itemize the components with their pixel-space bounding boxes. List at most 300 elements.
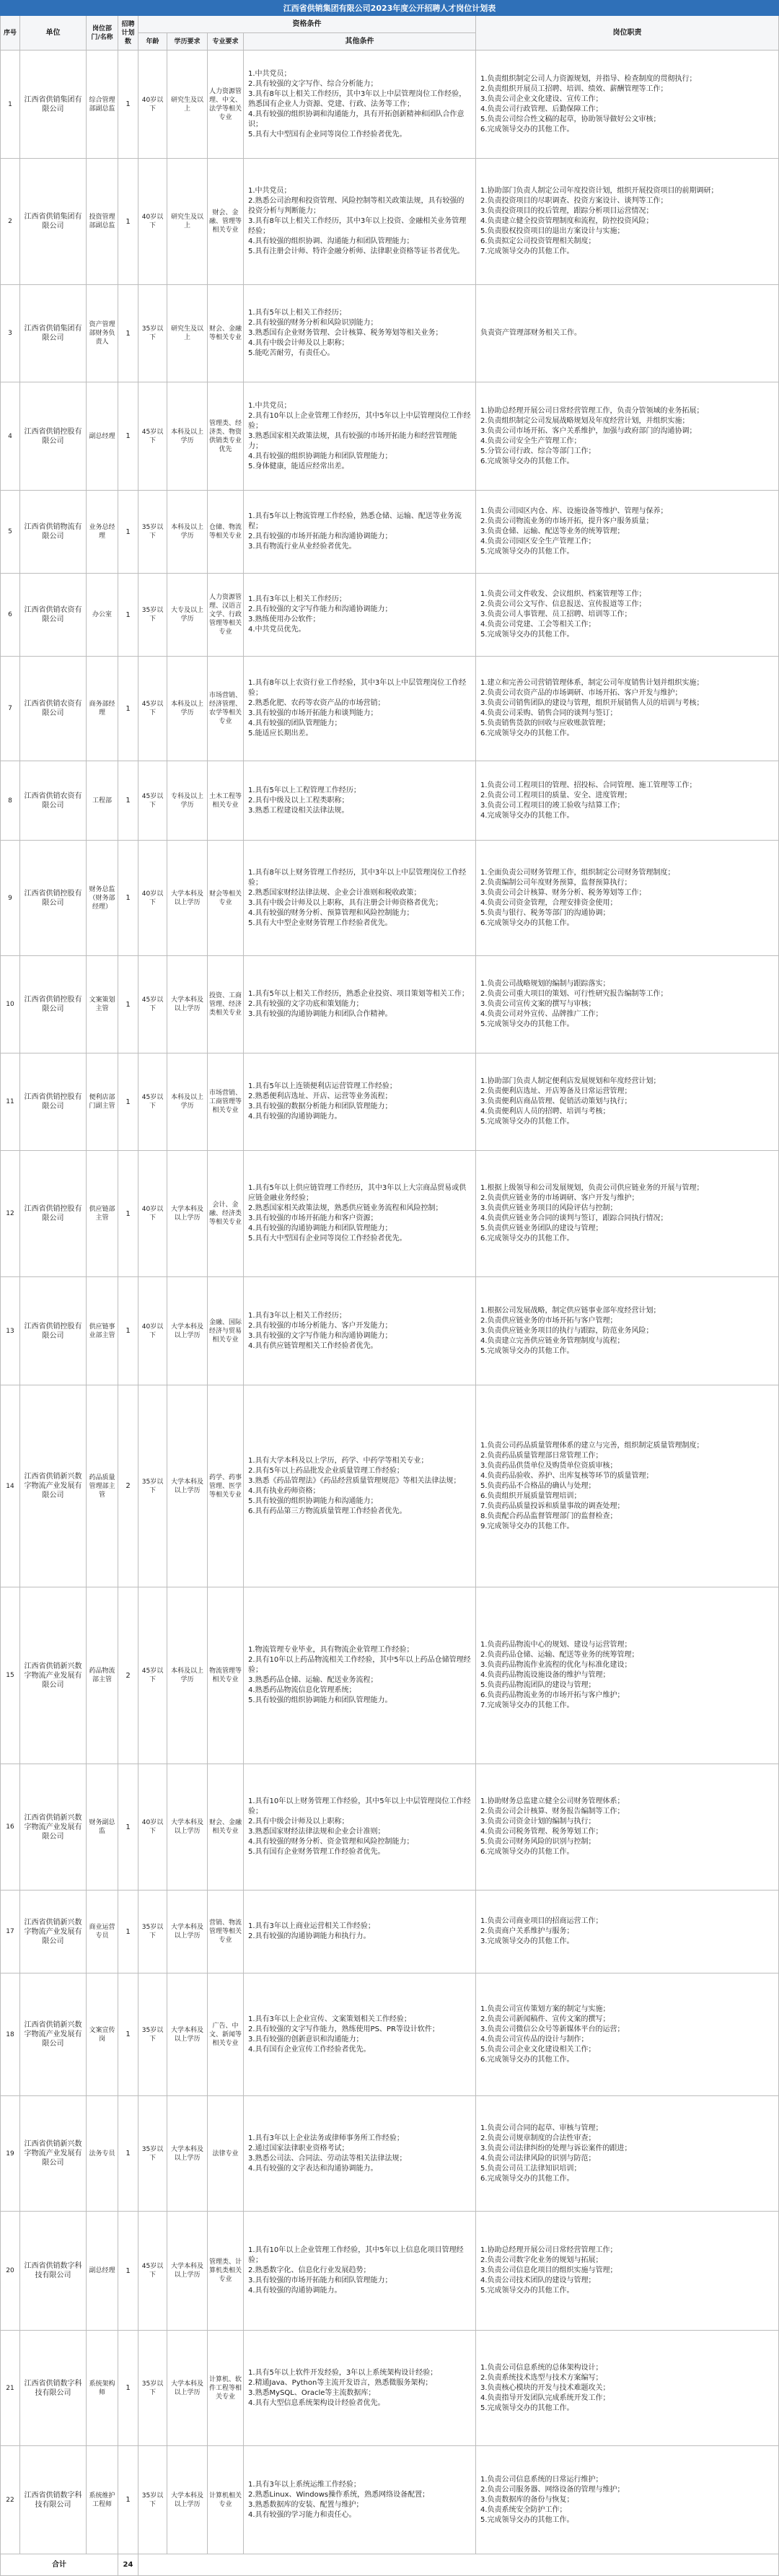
- condition-item: 2.熟悉国家财经法律法规、企业会计准则和税收政策；: [248, 888, 421, 897]
- condition-item: 5.具有国有企业财务管理工作经验者优先。: [248, 1848, 385, 1856]
- duty-item: 6.负责药品物流业务的市场开拓与客户维护；: [480, 1691, 625, 1699]
- row-age: 45岁以下: [138, 1053, 167, 1151]
- row-position: 文案策划主管: [87, 956, 118, 1053]
- row-education: 大学本科及以上学历: [167, 2446, 208, 2554]
- row-major: 营销、物流管理等相关专业: [208, 1891, 244, 1973]
- duty-item: 4.负责公司技术团队的建设与管理；: [480, 2277, 596, 2284]
- duty-item: 4.负责公司税务管理、税务筹划工作；: [480, 1828, 603, 1836]
- duty-list: [480, 186, 774, 257]
- row-age: 40岁以下: [138, 51, 167, 159]
- condition-item: 2.具有中级及以上工程类职称；: [248, 796, 349, 805]
- table-row: [0, 1277, 779, 1385]
- header-seq: 序号: [0, 16, 20, 51]
- row-plan: 2: [118, 1587, 138, 1764]
- row-education: 大学本科及以上学历: [167, 2096, 208, 2212]
- condition-item: 1.具有大学本科及以上学历，药学、中药学等相关专业；: [248, 1456, 428, 1465]
- duty-list: [480, 1797, 774, 1857]
- table-row: [0, 574, 779, 657]
- condition-item: 2.精通Java、Python等主流开发语言，熟悉微服务架构；: [248, 2378, 433, 2387]
- duty-item: 3.完成领导交办的其他工作。: [480, 1937, 574, 1945]
- total-empty: [138, 2554, 779, 2576]
- duty-item: 负责资产管理部财务相关工作。: [480, 329, 581, 337]
- condition-list: [248, 786, 471, 816]
- row-other-conditions: [244, 1053, 476, 1151]
- duty-item: 3.负责公司会计核算、财务分析、税务筹划等工作；: [480, 888, 646, 897]
- duty-item: 1.负责公司信息系统的日常运行维护；: [480, 2475, 603, 2484]
- condition-list: [248, 1311, 471, 1351]
- condition-item: 2.熟悉便利店选址、开店、运营等业务流程；: [248, 1092, 392, 1100]
- duty-item: 4.负责公司对外宣传、品牌推广工作；: [480, 1010, 603, 1018]
- table-row: [0, 2096, 779, 2212]
- duty-item: 4.负责公司安全生产管理工作；: [480, 437, 581, 445]
- duty-item: 2.负责公司新闻稿件、宣传文案的撰写；: [480, 2015, 610, 2023]
- row-education: 本科及以上学历: [167, 491, 208, 574]
- duty-item: 5.完成领导交办的其他工作。: [480, 2287, 574, 2295]
- row-age: 40岁以下: [138, 159, 167, 285]
- duty-item: 4.负责供应链业务合同的谈判与签订，跟踪合同执行情况；: [480, 1214, 668, 1222]
- total-row: [0, 2554, 779, 2576]
- condition-item: 4.具有较强的财务分析、资金管理和风险控制能力；: [248, 1838, 414, 1846]
- row-age: 35岁以下: [138, 2096, 167, 2212]
- duty-list: [480, 868, 774, 929]
- duty-list: [480, 678, 774, 739]
- row-seq: 7: [0, 657, 20, 761]
- row-plan: 1: [118, 1277, 138, 1385]
- row-other-conditions: [244, 761, 476, 841]
- duty-item: 4.负责公司园区安全生产管理工作；: [480, 538, 596, 546]
- row-age: 35岁以下: [138, 1385, 167, 1587]
- condition-item: 1.物流管理专业毕业，具有物流企业管理工作经验；: [248, 1646, 414, 1654]
- row-plan: 1: [118, 2331, 138, 2446]
- duty-item: 6.完成领导交办的其他工作。: [480, 1235, 574, 1243]
- row-position: 财务总监（财务部经理）: [87, 841, 118, 956]
- duty-item: 3.负责公司信息化项目的组织实施与管理；: [480, 2266, 617, 2274]
- row-major: 计算机、软件工程等相关专业: [208, 2331, 244, 2446]
- condition-item: 1.具有10年以上财务管理工作经验，其中5年以上中层管理岗位工作经验；: [248, 1797, 471, 1815]
- row-plan: 1: [118, 1891, 138, 1973]
- condition-list: [248, 989, 471, 1020]
- row-education: 研究生及以上: [167, 285, 208, 382]
- row-education: 大学本科及以上学历: [167, 2212, 208, 2331]
- condition-item: 3.具有较强的文字写作能力和沟通协调能力；: [248, 1331, 392, 1340]
- condition-item: 2.具有中级会计师及以上职称；: [248, 1818, 349, 1826]
- condition-item: 4.具有较强的财务分析、预算管理和风险控制能力；: [248, 908, 414, 917]
- duty-item: 5.分管公司行政、综合等部门工作；: [480, 447, 596, 455]
- condition-item: 4.具有较强的组织协调、沟通能力和团队管理能力；: [248, 237, 414, 245]
- condition-item: 4.具有国有企业宣传工作经验者优先。: [248, 2045, 371, 2054]
- row-unit: 江西省供销新兴数字物流产业发展有限公司: [20, 1385, 87, 1587]
- row-position: 供应链事业部主管: [87, 1277, 118, 1385]
- condition-list: [248, 186, 471, 257]
- condition-item: 3.具有较强的市场开拓能力和团队管理能力；: [248, 2277, 392, 2284]
- row-unit: 江西省供销新兴数字物流产业发展有限公司: [20, 2096, 87, 2212]
- row-unit: 江西省供销控股有限公司: [20, 956, 87, 1053]
- duty-item: 3.负责药品物流作业流程的优化与标准化建设；: [480, 1661, 632, 1669]
- condition-item: 3.具有较强的市场开拓能力和谈判能力；: [248, 709, 378, 717]
- condition-list: [248, 308, 471, 359]
- row-other-conditions: [244, 1151, 476, 1277]
- duty-item: 2.负责供应链业务的市场调研、客户开发与维护；: [480, 1194, 639, 1202]
- row-position: 资产管理部财务负责人: [87, 285, 118, 382]
- duty-item: 7.完成领导交办的其他工作。: [480, 1701, 574, 1709]
- row-duties: [476, 1764, 779, 1891]
- duty-item: 4.负责便利店人员的招聘、培训与考核；: [480, 1108, 610, 1116]
- row-unit: 江西省供销控股有限公司: [20, 1151, 87, 1277]
- duty-item: 7.负责药品质量投诉和质量事故的调查处理；: [480, 1502, 625, 1510]
- row-plan: 1: [118, 574, 138, 657]
- row-duties: [476, 51, 779, 159]
- row-age: 45岁以下: [138, 956, 167, 1053]
- duty-item: 1.协助总经理开展公司日常经营管理工作；: [480, 2246, 617, 2254]
- duty-item: 2.负责编制公司年度财务预算，监督预算执行；: [480, 878, 632, 887]
- condition-list: [248, 1645, 471, 1706]
- row-education: 本科及以上学历: [167, 1053, 208, 1151]
- table-body: [0, 51, 779, 2554]
- duty-item: 1.负责公司宣传策划方案的制定与实施；: [480, 2005, 610, 2013]
- duty-item: 1.协助总经理开展公司日常经营管理工作，负责分管领域的业务拓展；: [480, 406, 704, 415]
- row-position: 系统架构师: [87, 2331, 118, 2446]
- condition-item: 1.具有5年以上软件开发经验，3年以上系统架构设计经验；: [248, 2368, 438, 2377]
- duty-item: 6.完成领导交办的其他工作。: [480, 919, 574, 927]
- duty-item: 4.负责指导开发团队完成系统开发工作；: [480, 2393, 610, 2402]
- duty-item: 5.完成领导交办的其他工作。: [480, 1118, 574, 1126]
- condition-item: 3.熟悉国家财经法律法规和企业会计准则；: [248, 1828, 385, 1836]
- condition-list: [248, 2368, 471, 2409]
- condition-item: 2.通过国家法律职业资格考试；: [248, 2144, 349, 2152]
- row-duties: [476, 382, 779, 491]
- row-other-conditions: [244, 1891, 476, 1973]
- duty-item: 1.根据公司发展战略，制定供应链事业部年度经营计划；: [480, 1306, 661, 1315]
- row-education: 大学本科及以上学历: [167, 1277, 208, 1385]
- duty-item: 6.完成领导交办的其他工作。: [480, 457, 574, 465]
- condition-item: 1.中共党员；: [248, 187, 291, 195]
- row-seq: 18: [0, 1973, 20, 2096]
- row-education: 大学本科及以上学历: [167, 841, 208, 956]
- condition-item: 4.具有较强的文字表达和沟通协调能力。: [248, 2164, 378, 2173]
- row-duties: [476, 1891, 779, 1973]
- header-unit: 单位: [20, 16, 87, 51]
- row-unit: 江西省供销农资有限公司: [20, 657, 87, 761]
- condition-item: 1.具有3年以上相关工作经历；: [248, 595, 346, 603]
- duty-item: 3.负责供应链业务项目的执行与跟踪，防范业务风险；: [480, 1326, 653, 1335]
- condition-item: 3.熟悉数据库的安装、配置与维护；: [248, 2500, 364, 2509]
- condition-item: 2.具有5年以上药品批发企业质量管理工作经验；: [248, 1466, 404, 1475]
- condition-list: [248, 401, 471, 472]
- condition-item: 1.具有3年以上系统运维工作经验；: [248, 2480, 361, 2489]
- duty-item: 3.负责便利店商品管理、促销活动策划与执行；: [480, 1098, 632, 1105]
- duty-item: 6.完成领导交办的其他工作。: [480, 2055, 574, 2064]
- duty-list: [480, 74, 774, 135]
- duty-list: [480, 2246, 774, 2296]
- row-duties: [476, 1151, 779, 1277]
- table-row: [0, 159, 779, 285]
- table-row: [0, 761, 779, 841]
- condition-list: [248, 678, 471, 739]
- row-seq: 10: [0, 956, 20, 1053]
- row-plan: 1: [118, 1764, 138, 1891]
- condition-item: 4.具有执业药师资格；: [248, 1486, 320, 1495]
- duty-item: 1.建立和完善公司营销管理体系，制定公司年度销售计划并组织实施；: [480, 679, 704, 687]
- row-position: 投资管理部副总监: [87, 159, 118, 285]
- row-other-conditions: [244, 285, 476, 382]
- header-other-conditions: 其他条件: [244, 33, 476, 51]
- row-other-conditions: [244, 159, 476, 285]
- duty-item: 4.负责系统安全防护工作；: [480, 2505, 567, 2514]
- row-position: 法务专员: [87, 2096, 118, 2212]
- row-position: 药品物流部主管: [87, 1587, 118, 1764]
- table-row: [0, 1587, 779, 1764]
- duty-item: 2.负责公司农资产品的市场调研、市场开拓、客户开发与维护；: [480, 689, 682, 697]
- duty-item: 9.完成领导交办的其他工作。: [480, 1522, 574, 1530]
- row-seq: 15: [0, 1587, 20, 1764]
- condition-item: 2.具有较强的沟通协调能力和执行力。: [248, 1932, 371, 1940]
- condition-item: 5.具有注册会计师、特许金融分析师、法律职业资格等证书者优先。: [248, 247, 465, 255]
- row-unit: 江西省供销控股有限公司: [20, 1277, 87, 1385]
- row-plan: 1: [118, 159, 138, 285]
- row-age: 45岁以下: [138, 1587, 167, 1764]
- row-education: 大学本科及以上学历: [167, 1385, 208, 1587]
- condition-item: 1.具有8年以上财务管理工作经历，其中3年以上中层管理岗位工作经验；: [248, 868, 467, 887]
- row-other-conditions: [244, 2331, 476, 2446]
- condition-item: 2.具有10年以上药品物流相关工作经验，其中5年以上药品仓储管理经验；: [248, 1656, 471, 1674]
- duty-item: 2.负责药品质量管理部日常管理工作；: [480, 1451, 603, 1460]
- total-label: 合计: [0, 2554, 118, 2576]
- condition-item: 3.熟悉工程建设相关法律法规。: [248, 806, 349, 815]
- condition-item: 5.具有大中型国有企业同等岗位工作经验者优先。: [248, 130, 407, 139]
- condition-item: 2.熟悉国家相关政策法规，熟悉供应链业务流程和风险控制；: [248, 1204, 443, 1212]
- duty-item: 5.负责销售货款的回收与应收账款管理；: [480, 719, 610, 727]
- duty-item: 5.负责公司财务风险的识别与控制；: [480, 1838, 596, 1846]
- duty-item: 3.负责供应链业务项目的风险评估与控制；: [480, 1204, 617, 1212]
- duty-item: 2.负责药品仓储、运输、配送等业务的统筹管理；: [480, 1651, 639, 1659]
- condition-list: [248, 1183, 471, 1244]
- row-seq: 6: [0, 574, 20, 657]
- row-plan: 1: [118, 382, 138, 491]
- duty-item: 6.完成领导交办的其他工作。: [480, 2174, 574, 2183]
- condition-list: [248, 69, 471, 140]
- row-education: 本科及以上学历: [167, 1587, 208, 1764]
- row-position: 便利店部门副主管: [87, 1053, 118, 1151]
- duty-item: 1.负责公司园区内仓、库、设施设备等维护、管理与保养；: [480, 507, 668, 515]
- condition-item: 5.具有较强的组织协调能力和沟通能力；: [248, 1497, 378, 1505]
- row-unit: 江西省供销集团有限公司: [20, 51, 87, 159]
- table-title: 江西省供销集团有限公司2023年度公开招聘人才岗位计划表: [0, 0, 779, 16]
- duty-list: [480, 781, 774, 821]
- row-seq: 5: [0, 491, 20, 574]
- row-education: 研究生及以上: [167, 51, 208, 159]
- row-major: 人力资源管理、汉语言文学、行政管理等相关专业: [208, 574, 244, 657]
- table-row: [0, 2331, 779, 2446]
- duty-item: 6.负责拟定公司投资管理相关制度；: [480, 237, 596, 245]
- row-major: 财会、金融相关专业: [208, 1764, 244, 1891]
- row-other-conditions: [244, 51, 476, 159]
- row-education: 大学本科及以上学历: [167, 1764, 208, 1891]
- row-major: 药学、药事管理、医学等相关专业: [208, 1385, 244, 1587]
- row-position: 综合管理部副总监: [87, 51, 118, 159]
- duty-item: 3.负责公司市场开拓、客户关系维护，加强与政府部门的沟通协调；: [480, 426, 697, 435]
- row-other-conditions: [244, 1385, 476, 1587]
- row-age: 35岁以下: [138, 1891, 167, 1973]
- duty-item: 2.负责商户关系维护与服务；: [480, 1927, 574, 1935]
- row-major: 仓储、物流等相关专业: [208, 491, 244, 574]
- duty-item: 3.负责仓储、运输、配送等业务的统筹管理；: [480, 527, 625, 535]
- row-seq: 16: [0, 1764, 20, 1891]
- duty-item: 5.负责药品物流团队的建设与管理；: [480, 1681, 596, 1689]
- condition-item: 3.熟悉国家相关政策法规，具有较强的市场开拓能力和经营管理能力；: [248, 431, 457, 450]
- row-major: 市场营销、经济管理、农学等相关专业: [208, 657, 244, 761]
- duty-item: 6.完成领导交办的其他工作。: [480, 730, 574, 737]
- row-major: 土木工程等相关专业: [208, 761, 244, 841]
- row-position: 商业运营专员: [87, 1891, 118, 1973]
- condition-item: 2.具有较强的市场分析能力、客户开发能力；: [248, 1321, 392, 1330]
- row-seq: 2: [0, 159, 20, 285]
- row-other-conditions: [244, 956, 476, 1053]
- row-plan: 1: [118, 657, 138, 761]
- duty-item: 1.负责组织制定公司人力资源规划，并指导、检查制度的贯彻执行；: [480, 74, 697, 83]
- row-position: 供应链部主管: [87, 1151, 118, 1277]
- row-major: 财会等相关专业: [208, 841, 244, 956]
- row-seq: 21: [0, 2331, 20, 2446]
- row-education: 大学本科及以上学历: [167, 956, 208, 1053]
- row-duties: [476, 285, 779, 382]
- row-plan: 1: [118, 2446, 138, 2554]
- row-unit: 江西省供销控股有限公司: [20, 841, 87, 956]
- row-age: 40岁以下: [138, 841, 167, 956]
- condition-item: 1.具有5年以上工程管理工作经历；: [248, 786, 361, 794]
- row-position: 副总经理: [87, 2212, 118, 2331]
- condition-item: 4.具有较强的学习能力和责任心。: [248, 2510, 356, 2519]
- condition-list: [248, 2134, 471, 2174]
- row-duties: [476, 657, 779, 761]
- condition-item: 3.熟悉公司法、合同法、劳动法等相关法律法规；: [248, 2154, 407, 2163]
- duty-item: 2.负责公司服务器、网络设备的管理与维护；: [480, 2485, 625, 2494]
- table-row: [0, 1151, 779, 1277]
- row-age: 45岁以下: [138, 382, 167, 491]
- row-unit: 江西省供销农资有限公司: [20, 574, 87, 657]
- duty-item: 2.负责便利店选址、开店筹备及日常运营管理；: [480, 1087, 632, 1095]
- duty-item: 1.负责公司药品质量管理体系的建立与完善，组织制定质量管理制度；: [480, 1441, 704, 1450]
- row-plan: 1: [118, 1973, 138, 2096]
- condition-item: 4.具有供应链管理相关工作经验者优先。: [248, 1341, 378, 1350]
- header-age: 年龄: [138, 33, 167, 51]
- row-position: 办公室: [87, 574, 118, 657]
- row-education: 大学本科及以上学历: [167, 1891, 208, 1973]
- row-unit: 江西省供销控股有限公司: [20, 382, 87, 491]
- row-unit: 江西省供销农资有限公司: [20, 761, 87, 841]
- row-other-conditions: [244, 382, 476, 491]
- row-major: 人力资源管理、中文、法学等相关专业: [208, 51, 244, 159]
- row-duties: [476, 1053, 779, 1151]
- row-education: 大学本科及以上学历: [167, 2331, 208, 2446]
- row-other-conditions: [244, 574, 476, 657]
- condition-item: 3.熟悉药品仓储、运输、配送业务流程；: [248, 1676, 378, 1684]
- duty-list: [480, 2005, 774, 2065]
- duty-item: 2.负责投资项目的尽职调查、投资方案设计、谈判等工作；: [480, 197, 668, 205]
- row-plan: 1: [118, 2212, 138, 2331]
- row-duties: [476, 761, 779, 841]
- duty-item: 3.负责公司微信公众号等新媒体平台的运营；: [480, 2025, 625, 2033]
- row-plan: 2: [118, 1385, 138, 1587]
- duty-item: 5.负责股权投资项目的退出方案设计与实施；: [480, 227, 625, 235]
- duty-item: 2.负责公司重大项目的策划、可行性研究报告编制等工作；: [480, 990, 668, 998]
- row-plan: 1: [118, 761, 138, 841]
- condition-item: 3.熟悉国有企业财务管理、会计核算、税务筹划等相关业务；: [248, 329, 443, 337]
- duty-item: 1.负责公司战略规划的编制与跟踪落实；: [480, 980, 610, 988]
- condition-item: 3.具有较强的数据分析能力和团队管理能力；: [248, 1103, 392, 1110]
- row-age: 40岁以下: [138, 1277, 167, 1385]
- row-education: 大学本科及以上学历: [167, 1973, 208, 2096]
- table-row: [0, 51, 779, 159]
- condition-item: 1.具有3年以上商业运营相关工作经验；: [248, 1922, 375, 1930]
- condition-list: [248, 1797, 471, 1857]
- condition-item: 1.具有3年以上相关工作经历；: [248, 1311, 346, 1320]
- condition-item: 3.具有较强的市场开拓能力和客户资源；: [248, 1214, 378, 1222]
- row-age: 45岁以下: [138, 2212, 167, 2331]
- row-seq: 3: [0, 285, 20, 382]
- duty-item: 5.负责供应链业务团队的建设与管理；: [480, 1225, 603, 1232]
- condition-item: 3.熟悉MySQL、Oracle等主流数据库；: [248, 2388, 376, 2397]
- row-plan: 1: [118, 956, 138, 1053]
- row-other-conditions: [244, 1973, 476, 2096]
- row-other-conditions: [244, 2096, 476, 2212]
- duty-item: 2.负责公司工程项目的质量、安全、进度管理；: [480, 791, 632, 799]
- duty-item: 4.负责建立完善供应链业务管理制度与流程；: [480, 1336, 625, 1345]
- duty-item: 5.完成领导交办的其他工作。: [480, 1020, 574, 1028]
- condition-item: 1.中共党员；: [248, 69, 291, 78]
- row-unit: 江西省供销数字科技有限公司: [20, 2212, 87, 2331]
- row-seq: 4: [0, 382, 20, 491]
- condition-list: [248, 1082, 471, 1122]
- duty-list: [480, 1306, 774, 1357]
- row-position: 业务总经理: [87, 491, 118, 574]
- condition-item: 5.具有大中型企业财务管理工作经验者优先。: [248, 919, 392, 927]
- row-age: 45岁以下: [138, 761, 167, 841]
- row-seq: 9: [0, 841, 20, 956]
- duty-item: 3.负责公司资金计划的编制与执行；: [480, 1818, 596, 1826]
- row-major: 财会、金融等相关专业: [208, 285, 244, 382]
- row-other-conditions: [244, 1277, 476, 1385]
- header-qualification: 资格条件: [138, 16, 476, 33]
- row-education: 大专及以上学历: [167, 574, 208, 657]
- duty-item: 5.完成领导交办的其他工作。: [480, 2515, 574, 2524]
- duty-item: 3.负责公司销售团队的建设与管理，组织开展销售人员的培训与考核；: [480, 699, 704, 707]
- duty-item: 5.完成领导交办的其他工作。: [480, 631, 574, 639]
- table-row: [0, 1053, 779, 1151]
- condition-item: 1.具有5年以上物流管理工作经验，熟悉仓储、运输、配送等业务流程；: [248, 512, 462, 530]
- condition-item: 4.具有中级会计师及以上职称；: [248, 339, 349, 347]
- row-age: 35岁以下: [138, 2331, 167, 2446]
- row-seq: 17: [0, 1891, 20, 1973]
- condition-item: 5.能适应长期出差。: [248, 730, 313, 737]
- condition-item: 1.具有8年以上农资行业工作经验，其中3年以上中层管理岗位工作经验；: [248, 679, 467, 697]
- row-other-conditions: [244, 1587, 476, 1764]
- duty-item: 2.负责公司会计核算、财务报告编制等工作；: [480, 1808, 625, 1815]
- duty-item: 5.完成领导交办的其他工作。: [480, 548, 574, 556]
- duty-item: 1.全面负责公司财务管理工作，组织制定公司财务管理制度；: [480, 868, 675, 877]
- condition-item: 2.具有10年以上企业管理工作经历，其中5年以上中层管理岗位工作经验；: [248, 411, 471, 430]
- row-seq: 1: [0, 51, 20, 159]
- header-position: 岗位部门/名称: [87, 16, 118, 51]
- condition-item: 5.具有大中型国有企业同等岗位工作经验者优先。: [248, 1235, 407, 1243]
- row-position: 副总经理: [87, 382, 118, 491]
- duty-item: 2.负责公司规章制度的合法性审查；: [480, 2134, 596, 2142]
- duty-item: 1.负责公司商业项目的招商运营工作；: [480, 1917, 603, 1925]
- table-row: [0, 1891, 779, 1973]
- condition-item: 2.具有较强的市场开拓能力和沟通协调能力；: [248, 533, 392, 540]
- duty-list: [480, 2475, 774, 2525]
- duty-item: 3.负责公司法律纠纷的处理与诉讼案件的跟进；: [480, 2144, 632, 2152]
- table-row: [0, 2212, 779, 2331]
